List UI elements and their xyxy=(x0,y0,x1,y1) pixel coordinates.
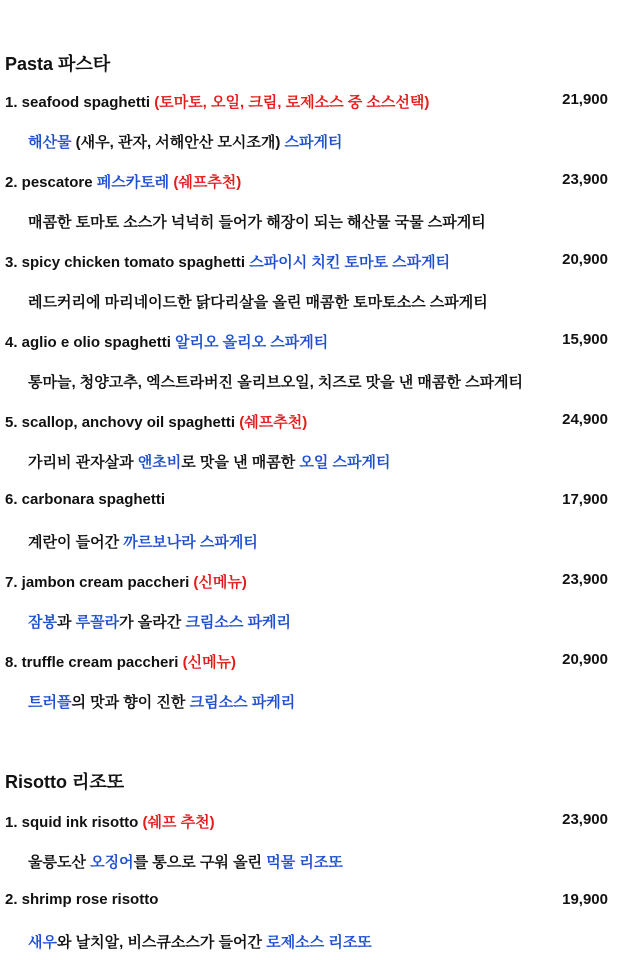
menu-item-description xyxy=(28,371,608,393)
menu-item-name xyxy=(5,91,429,112)
text-segment: 잠봉 xyxy=(28,614,57,631)
text-segment: 오징어 xyxy=(90,854,134,871)
text-segment: 1. squid ink risotto xyxy=(5,814,143,831)
menu-item-description xyxy=(28,211,608,233)
text-segment: 먹물 리조또 xyxy=(266,854,343,871)
text-segment: 스파게티 xyxy=(284,134,343,151)
text-segment: 로제소스 리조또 xyxy=(266,934,372,951)
menu-item-name-row xyxy=(5,891,608,913)
text-segment: 울릉도산 xyxy=(28,854,91,871)
text-segment: 해산물 xyxy=(28,134,72,151)
text-segment: (새우, 관자, 서해안산 모시조개) xyxy=(71,134,285,151)
menu-item-name-row xyxy=(5,491,608,513)
menu-item-price: 23,900 xyxy=(562,571,608,588)
menu-item-name xyxy=(5,171,241,192)
text-segment: (신메뉴) xyxy=(182,654,237,671)
menu-item-name xyxy=(5,411,307,432)
text-segment: (신메뉴) xyxy=(193,574,247,591)
menu-item-price: 21,900 xyxy=(562,91,608,108)
text-segment: 3. spicy chicken tomato spaghetti xyxy=(5,254,250,271)
text-segment: 5. scallop, anchovy oil spaghetti xyxy=(5,414,240,431)
menu-item-price: 17,900 xyxy=(562,491,608,508)
text-segment: 페스카토레 xyxy=(96,174,174,191)
text-segment: 4. aglio e olio spaghetti xyxy=(5,334,176,351)
menu-item-name-row xyxy=(5,251,608,273)
menu-item-name-row xyxy=(5,651,608,673)
text-segment: 를 통으로 구워 올린 xyxy=(133,854,267,871)
text-segment: 계란이 들어간 xyxy=(28,534,124,551)
menu-item-name xyxy=(5,331,328,352)
text-segment: 2. pescatore xyxy=(5,174,97,191)
menu-item-price: 23,900 xyxy=(562,171,608,188)
text-segment: 7. jambon cream paccheri xyxy=(5,574,194,591)
text-segment: 크림소스 파케리 xyxy=(189,694,296,711)
menu-item-name xyxy=(5,891,158,908)
menu-item-description xyxy=(28,531,608,553)
text-segment: 와 날치알, 비스큐소스가 들어간 xyxy=(56,934,267,951)
text-segment: 스파이시 치킨 토마토 스파게티 xyxy=(249,254,451,271)
menu-item-name-row xyxy=(5,811,608,833)
menu-item-description xyxy=(28,851,608,873)
text-segment: (쉐프추천) xyxy=(173,174,242,191)
menu-item-name-row xyxy=(5,411,608,433)
menu-item-price: 24,900 xyxy=(562,411,608,428)
menu-item-description xyxy=(28,451,608,473)
text-segment: 의 맛과 향이 진한 xyxy=(71,694,190,711)
menu-item-name xyxy=(5,811,215,832)
menu-item-description xyxy=(28,691,608,713)
menu-item-name-row xyxy=(5,571,608,593)
text-segment: 트러플 xyxy=(28,694,72,711)
menu-item-price: 20,900 xyxy=(562,651,608,668)
menu-item-price: 15,900 xyxy=(562,331,608,348)
text-segment: (쉐프추천) xyxy=(239,414,308,431)
text-segment: 과 xyxy=(56,614,76,631)
text-segment: 가리비 관자살과 xyxy=(28,454,138,471)
menu-item-description xyxy=(28,291,608,313)
menu-item-price: 23,900 xyxy=(562,811,608,828)
menu-item-description xyxy=(28,611,608,633)
menu-item-description xyxy=(28,931,608,953)
text-segment: 크림소스 파케리 xyxy=(185,614,292,631)
menu-item-price: 19,900 xyxy=(562,891,608,908)
text-segment: 8. truffle cream paccheri xyxy=(5,654,183,671)
menu-item-name-row xyxy=(5,91,608,113)
text-segment: 로 맛을 낸 매콤한 xyxy=(181,454,300,471)
menu-item-name xyxy=(5,651,236,672)
menu-item-name-row xyxy=(5,171,608,193)
text-segment: 오일 스파게티 xyxy=(299,454,391,471)
section-title-pasta: Pasta 파스타 xyxy=(5,54,111,74)
text-segment: 새우 xyxy=(28,934,57,951)
menu-item-price: 20,900 xyxy=(562,251,608,268)
text-segment: 6. carbonara spaghetti xyxy=(5,491,166,508)
text-segment: 알리오 올리오 스파게티 xyxy=(175,334,329,351)
text-segment: (쉐프 추천) xyxy=(142,814,215,831)
text-segment: 2. shrimp rose risotto xyxy=(5,891,159,908)
menu-item-name xyxy=(5,251,450,272)
text-segment: 루꼴라 xyxy=(75,614,120,631)
menu-item-name xyxy=(5,491,165,508)
text-segment: 까르보나라 스파게티 xyxy=(123,534,258,551)
menu-item-description xyxy=(28,131,608,153)
section-title-risotto: Risotto 리조또 xyxy=(5,772,125,792)
text-segment: 1. seafood spaghetti xyxy=(5,94,155,111)
menu-item-name xyxy=(5,571,247,592)
menu-item-name-row xyxy=(5,331,608,353)
text-segment: 앤초비 xyxy=(137,454,182,471)
text-segment: 매콤한 토마토 소스가 넉넉히 들어가 해장이 되는 해산물 국물 스파게티 xyxy=(28,214,486,231)
text-segment: 가 올라간 xyxy=(119,614,186,631)
text-segment: (토마토, 오일, 크림, 로제소스 중 소스선택) xyxy=(154,94,430,111)
text-segment: 통마늘, 청양고추, 엑스트라버진 올리브오일, 치즈로 맛을 낸 매콤한 스파게티 xyxy=(28,374,524,391)
text-segment: 레드커리에 마리네이드한 닭다리살을 올린 매콤한 토마토소스 스파게티 xyxy=(28,294,488,311)
